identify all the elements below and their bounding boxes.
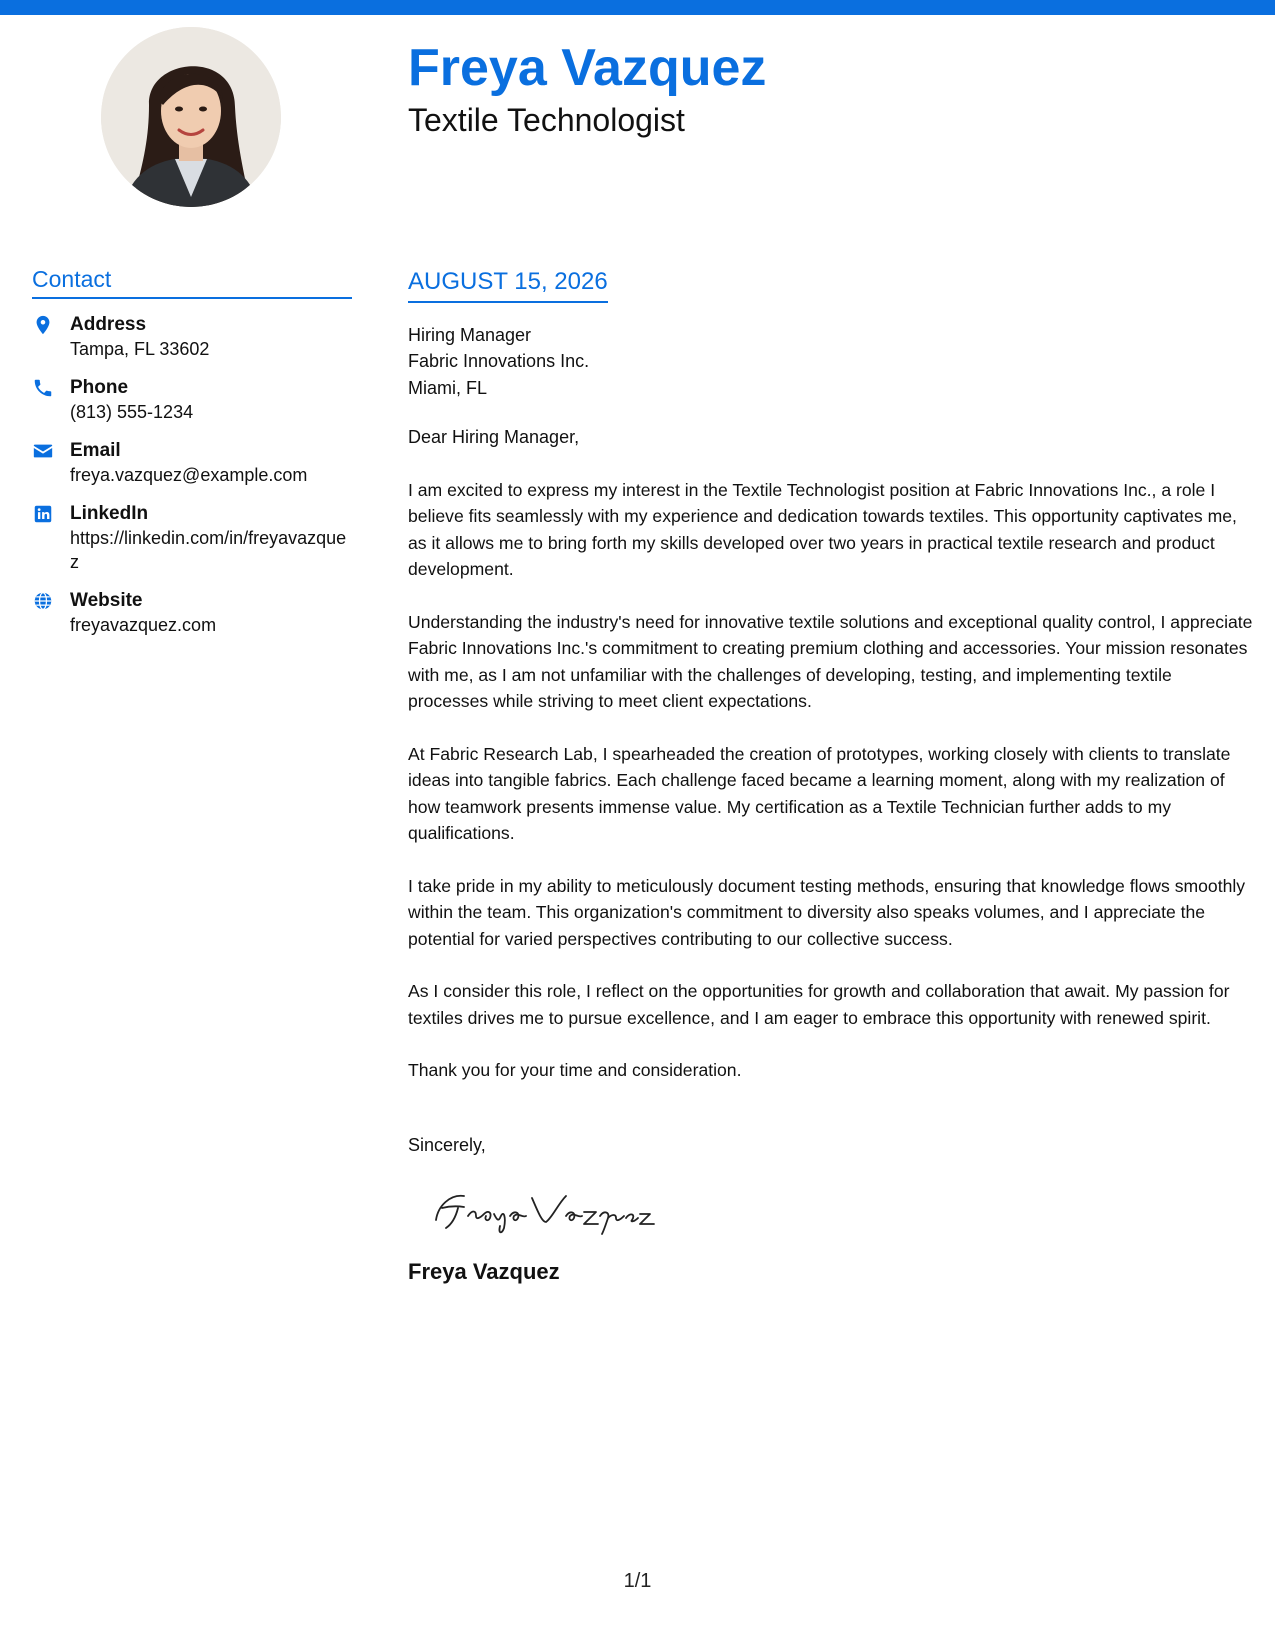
letter-date: AUGUST 15, 2026 (408, 268, 608, 295)
contact-label: Email (70, 439, 121, 461)
recipient-block (408, 322, 1253, 402)
contact-item-email (32, 439, 352, 487)
top-accent-bar (0, 0, 1275, 15)
contact-item-website (32, 589, 352, 637)
applicant-name: Freya Vazquez (408, 39, 767, 97)
contact-sidebar (32, 266, 352, 652)
body-paragraph: Thank you for your time and consideration. (408, 1060, 742, 1081)
body-paragraph: I take pride in my ability to meticulously document testing methods, ensuring that knowledge flows smoothly within the team. This organization's commitment to diversity also speaks volumes, and I appreciate the potential for varied perspectives contributing to our collective success. (408, 875, 1246, 949)
letter-body (408, 268, 1253, 1286)
body-paragraph: Understanding the industry's need for innovative textile solutions and exceptional quality control, I appreciate Fabric Innovations Inc.'s commitment to creating premium clothing and accessories. Your mission resonates with me, as I am not unfamiliar with the challenges of developing, testing, and implementing textile processes while striving to meet client expectations. (408, 611, 1253, 712)
website-value[interactable]: freyavazquez.com (70, 614, 217, 635)
contact-label: Website (70, 589, 143, 611)
job-title: Textile Technologist (408, 102, 685, 138)
globe-icon (32, 590, 54, 612)
salutation: Dear Hiring Manager, (408, 427, 580, 448)
envelope-icon (32, 440, 54, 462)
body-paragraph: At Fabric Research Lab, I spearheaded the creation of prototypes, working closely with clients to translate ideas into tangible fabrics. Each challenge faced became a learning moment, along with my realization of how teamwork presents immense value. My certification as a Textile Technician further adds to my qualifications. (408, 743, 1231, 844)
page-number: 1/1 (623, 1570, 652, 1592)
profile-photo (101, 27, 281, 207)
handwritten-signature (428, 1178, 668, 1238)
address-value: Tampa, FL 33602 (70, 338, 210, 359)
contact-item-phone (32, 376, 352, 424)
body-paragraph: As I consider this role, I reflect on the opportunities for growth and collaboration that await. My passion for textiles drives me to pursue excellence, and I am eager to embrace this opportunity with renewed spirit. (408, 981, 1230, 1028)
email-value: freya.vazquez@example.com (70, 464, 308, 485)
contact-label: LinkedIn (70, 502, 149, 524)
contact-label: Address (70, 313, 147, 335)
contact-item-linkedin (32, 502, 352, 574)
phone-icon (32, 377, 54, 399)
map-pin-icon (32, 314, 54, 336)
phone-value: (813) 555-1234 (70, 401, 194, 422)
recipient-line: Miami, FL (408, 377, 488, 398)
avatar (101, 27, 281, 207)
body-paragraph: I am excited to express my interest in the Textile Technologist position at Fabric Innovations Inc., a role I believe fits seamlessly with my experience and dedication towards textiles. This opportunity captivates me, as it allows me to bring forth my skills developed over two years in practical textile research and product development. (408, 479, 1237, 580)
date-block (408, 268, 608, 303)
recipient-line: Hiring Manager (408, 324, 532, 345)
contact-item-address (32, 313, 352, 361)
linkedin-icon (32, 503, 54, 525)
closing: Sincerely, (408, 1134, 486, 1155)
contact-label: Phone (70, 376, 129, 398)
linkedin-value[interactable]: https://linkedin.com/in/freyavazquez (70, 527, 347, 572)
recipient-line: Fabric Innovations Inc. (408, 351, 590, 372)
contact-heading: Contact (32, 266, 352, 299)
signer-name: Freya Vazquez (408, 1259, 560, 1285)
